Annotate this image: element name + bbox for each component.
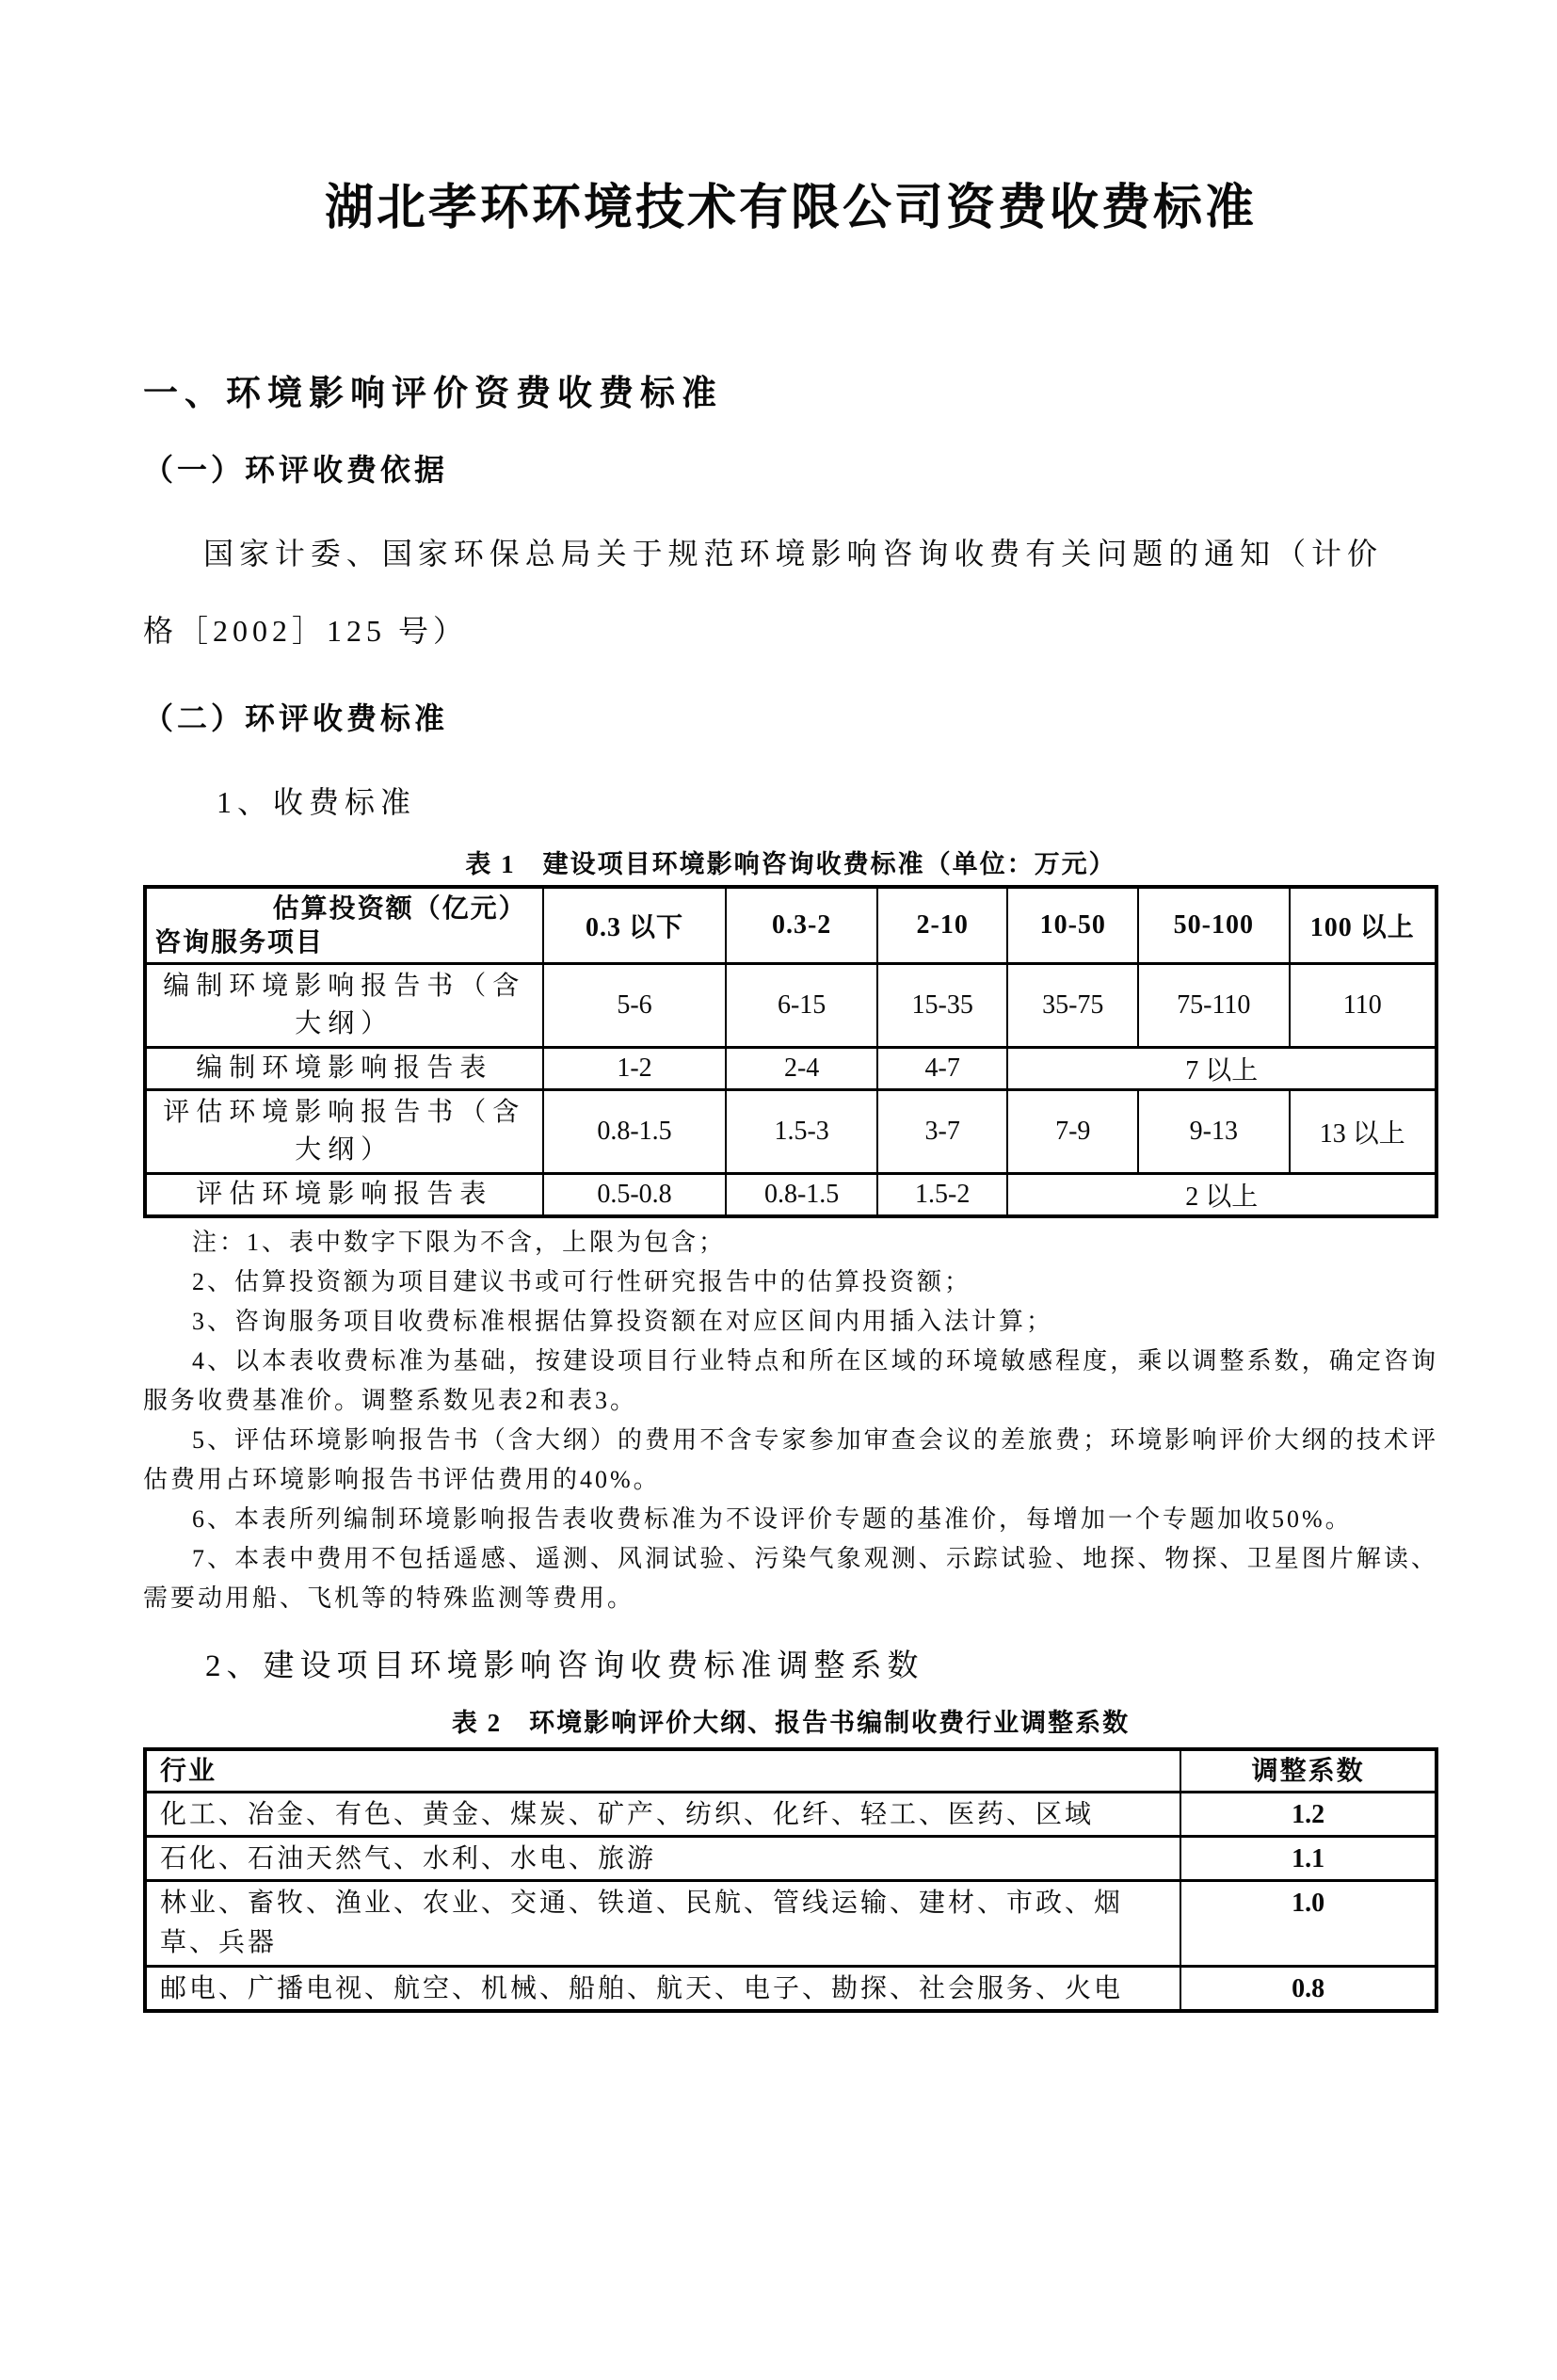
section-1-heading: 一、环境影响评价资费收费标准: [143, 375, 723, 413]
fee-value: 2-4: [726, 1047, 877, 1089]
note-line: 3、咨询服务项目收费标准根据估算投资额在对应区间内用插入法计算；: [192, 1307, 1054, 1335]
table-row: [145, 887, 1437, 964]
industry-adjustment-table: [143, 1747, 1438, 2013]
fee-value: 35-75: [1007, 963, 1138, 1047]
note-line: 6、本表所列编制环境影响报告表收费标准为不设评价专题的基准价，每增加一个专题加收50%。: [192, 1504, 1353, 1533]
table-row: [145, 1837, 1437, 1881]
column-header: 0.3 以下: [543, 887, 727, 964]
table-row: [145, 1173, 1437, 1216]
table-row: [145, 963, 1437, 1047]
note-line: 2、估算投资额为项目建议书或可行性研究报告中的估算投资额；: [192, 1267, 972, 1295]
fee-value: 0.5-0.8: [543, 1173, 727, 1216]
fee-value: 75-110: [1138, 963, 1290, 1047]
fee-value: 5-6: [543, 963, 727, 1047]
column-header: 0.3-2: [726, 887, 877, 964]
table-row: [145, 1089, 1437, 1173]
industry-column-header: 行业: [145, 1749, 1180, 1793]
fee-value: 3-7: [877, 1089, 1008, 1173]
subsection-1-heading: （一）环评收费依据: [143, 453, 449, 488]
merged-fee-value: 7 以上: [1007, 1047, 1437, 1089]
coefficient-cell: 0.8: [1180, 1967, 1437, 2012]
document-page: [0, 178, 1557, 2013]
table-1-caption: 表 1 建设项目环境影响咨询收费标准（单位：万元）: [465, 849, 1116, 878]
industry-cell: 石化、石油天然气、水利、水电、旅游: [145, 1837, 1180, 1881]
row-label: 编制环境影响报告表: [145, 1047, 543, 1089]
fee-value: 4-7: [877, 1047, 1008, 1089]
fee-value: 9-13: [1138, 1089, 1290, 1173]
table-1-notes: [143, 1223, 1438, 1618]
column-header: 50-100: [1138, 887, 1290, 964]
merged-fee-value: 2 以上: [1007, 1173, 1437, 1216]
document-title: 湖北孝环环境技术有限公司资费收费标准: [324, 182, 1257, 235]
fee-value: 15-35: [877, 963, 1008, 1047]
fee-value: 1.5-3: [726, 1089, 877, 1173]
table-2-caption: 表 2 环境影响评价大纲、报告书编制收费行业调整系数: [451, 1709, 1131, 1738]
fee-standard-table: [143, 885, 1438, 1218]
column-header: 2-10: [877, 887, 1008, 964]
table-row: [145, 1047, 1437, 1089]
industry-cell: 林业、畜牧、渔业、农业、交通、铁道、民航、管线运输、建材、市政、烟草、兵器: [145, 1881, 1180, 1967]
fee-value: 13 以上: [1290, 1089, 1437, 1173]
note-line: 注：1、表中数字下限为不含，上限为包含；: [192, 1228, 727, 1256]
coefficient-cell: 1.0: [1180, 1881, 1437, 1967]
fee-value: 110: [1290, 963, 1437, 1047]
item-2-heading: 2、建设项目环境影响咨询收费标准调整系数: [205, 1648, 924, 1683]
note-line: 7、本表中费用不包括遥感、遥测、风洞试验、污染气象观测、示踪试验、地探、物探、卫星图片解读、需要动用船、飞机等的特殊监测等费用。: [143, 1544, 1438, 1612]
legal-basis-paragraph: 国家计委、国家环保总局关于规范环境影响咨询收费有关问题的通知（计价格［2002］125 号）: [143, 537, 1382, 649]
coefficient-cell: 1.2: [1180, 1793, 1437, 1837]
coefficient-cell: 1.1: [1180, 1837, 1437, 1881]
note-line: 4、以本表收费标准为基础，按建设项目行业特点和所在区域的环境敏感程度，乘以调整系数，确定咨询服务收费基准价。调整系数见表2和表3。: [143, 1346, 1438, 1414]
fee-value: 6-15: [726, 963, 877, 1047]
row-label: 编制环境影响报告书（含大纲）: [145, 963, 543, 1047]
fee-value: 0.8-1.5: [543, 1089, 727, 1173]
coefficient-column-header: 调整系数: [1180, 1749, 1437, 1793]
column-header: 10-50: [1007, 887, 1138, 964]
row-label: 评估环境影响报告书（含大纲）: [145, 1089, 543, 1173]
corner-header-cell: [145, 887, 543, 964]
table-row: [145, 1881, 1437, 1967]
fee-value: 1-2: [543, 1047, 727, 1089]
fee-value: 0.8-1.5: [726, 1173, 877, 1216]
industry-cell: 邮电、广播电视、航空、机械、船舶、航天、电子、勘探、社会服务、火电: [145, 1967, 1180, 2012]
note-line: 5、评估环境影响报告书（含大纲）的费用不含专家参加审查会议的差旅费；环境影响评价大纲的技术评估费用占环境影响报告书评估费用的40%。: [143, 1425, 1438, 1493]
subsection-2-heading: （二）环评收费标准: [143, 701, 449, 736]
fee-value: 7-9: [1007, 1089, 1138, 1173]
industry-cell: 化工、冶金、有色、黄金、煤炭、矿产、纺织、化纤、轻工、医药、区域: [145, 1793, 1180, 1837]
row-label: 评估环境影响报告表: [145, 1173, 543, 1216]
table-row: [145, 1967, 1437, 2012]
corner-top-label: 估算投资额（亿元）: [272, 893, 527, 924]
corner-bottom-label: 咨询服务项目: [154, 927, 325, 957]
item-1-heading: 1、收费标准: [217, 785, 417, 820]
fee-value: 1.5-2: [877, 1173, 1008, 1216]
table-row: [145, 1793, 1437, 1837]
column-header: 100 以上: [1290, 887, 1437, 964]
table-row: [145, 1749, 1437, 1793]
